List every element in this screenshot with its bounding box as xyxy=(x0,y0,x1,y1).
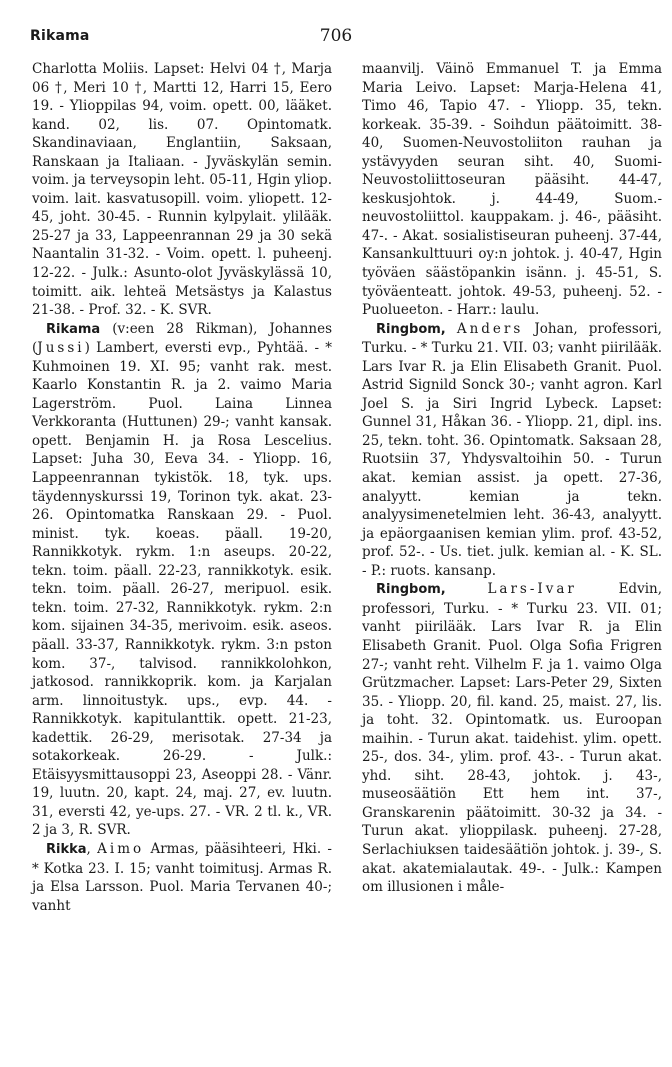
continuation-text: maanvilj. Väinö Emmanuel T. ja Emma Maria Leivo. Lapset: Marja-Helena 41, Timo 46, Tapio 47. - Yliopp. 35, tekn. korkeak. 35-39. - Soihdun päätoimitt. 38-40, Suomen-Neuvostoliiton rauhan ja ystävyyden seuran siht. 40, Suomi-Neuvostoliittoseuran pääsiht. 44-47, keskusjohtok. j. 44-49, Suom.-neuvostoliittol. kauppakam. j. 46-, pääsiht. 47-. - Akat. sosialistiseuran puheenj. 37-44, Kansankulttuuri oy:n johtok. j. 40-47, Hgin työväen säästöpankin isänn. j. 45-51, S. työväenteatt. johtok. 49-53, puheenj. 52. - Puolueeton. - Harr.: laulu. xyxy=(362,61,662,319)
entry-text: Johan, professori, Turku. - * Turku 21. VII. 03; vanht piirilääk. Lars Ivar R. ja Elin Elisabeth Granit. Puol. Astrid Signild Sonck 30-; vanht agron. Karl Joel S. ja Siri Ingrid Lybeck. Lapset: Gunnel 31, Håkan 36. - Yliopp. 21, dipl. ins. 25, tekn. toht. 36. Opintomatk. Saksaan 28, Ruotsiin 37, Yhdysvaltoihin 50. - Turun akat. kemian assist. ja opett. 27-36, analyytt. kemian ja tekn. analyysimenetelmien leht. 36-43, analyytt. ja epäorgaanisen kemian ylim. prof. 43-52, prof. 52-. - Us. tiet. julk. kemian al. - K. SL. - P.: ruots. kansanp. xyxy=(362,320,662,579)
running-head: Rikama xyxy=(30,28,90,44)
entry-ringbom-anders xyxy=(362,320,662,581)
entry-text: Edvin, professori, Turku. - * Turku 23. VII. 01; vanht piirilääk. Lars Ivar R. ja Elin Elisabeth Granit. Puol. Olga Sofia Frigren 27-; vanht reht. Vilhelm F. ja 1. vaimo Olga Grützmacher. Lapset: Lars-Peter 29, Sixten 35. - Yliopp. 20, fil. kand. 25, maist. 27, lis. ja toht. 32. Opintomatk. us. Euroopan maihin. - Turun akat. taidehist. ylim. opett. 25-, dos. 34-, ylim. prof. 43-. - Turun akat. yhd. siht. 28-43, johtok. j. 43-, museosäätiön Ett hem int. 37-, Granskarenin päätoimitt. 30-32 ja 34. - Turun akat. ylioppilask. puheenj. 27-28, Serlachiuksen taidesäätiön johtok. j. 39-, S. akat. akatemialautak. 49-. - Julk.: Kampen om illusionen i måle- xyxy=(362,581,663,896)
entry-given-name: Lars-Ivar xyxy=(487,581,577,598)
entry-rikka: Rikka, Aimo Armas, pääsihteeri, Hki. - * Kotka 23. I. 15; vanht toimitusj. Armas R. ja Elsa Larsson. Puol. Maria Tervanen 40-; vanht xyxy=(32,840,332,914)
entry-text: ) Lambert, eversti evp., Pyhtää. - * Kuhmoinen 19. XI. 95; vanht rak. mest. Kaarlo Konstantin R. ja 2. vaimo Maria Lagerström. Puol. Laina Linnea Verkkoranta (Huttunen) 29-; vanht kansak. opett. Benjamin H. ja Rosa Lescelius. Lapset: Juha 30, Eeva 34. - Yliopp. 16, Lappeenrannan tykistök. 18, tyk. ups. täydennyskurssi 19, Torinon tyk. akat. 23-26. Opintomatka Ranskaan 29. - Puol. minist. tyk. koeas. päall. 19-20, Rannikkotyk. rykm. 1:n aseups. 20-22, tekn. toim. päall. 22-23, rannikkotyk. esik. tekn. toim. päall. 26-27, meripuol. esik. tekn. toim. 27-32, Rannikkotyk. rykm. 2:n kom. sijainen 34-35, merivoim. esik. aseos. päall. 33-37, Rannikkotyk. rykm. 3:n pston kom. 37-, talvisod. rannikkolohkon, jatkosod. rannikkoprik. kom. ja Karjalan arm. linnoitustyk. ups., evp. 44. - Rannikkotyk. kapitulanttik. opett. 21-23, kadettik. 26-29, merisotak. 27-34 ja sotakorkeak. 26-29. - Julk.: Etäisyysmittausoppi 23, Aseoppi 28. - Vänr. 19, luutn. 20, kapt. 24, maj. 27, ev. luutn. 31, eversti 42, ye-ups. 27. - VR. 2 tl. k., VR. 2 ja 3, R. SVR. xyxy=(32,340,332,839)
entry-rikama xyxy=(32,320,332,840)
entry-name: Ringbom, xyxy=(376,321,446,337)
right-column xyxy=(362,60,662,897)
entry-name: Ringbom, xyxy=(376,582,446,598)
page-number: 706 xyxy=(319,26,353,46)
page-header xyxy=(30,28,642,52)
entry-text: Armas, pääsihteeri, Hki. - * Kotka 23. I. 15; vanht toimitusj. Armas R. ja Elsa Larsson. Puol. Maria Tervanen 40-; vanht xyxy=(32,840,332,914)
entry-text-pre: (v:een 28 Rikman), Johannes ( xyxy=(32,320,332,357)
entry-given-name: Aimo xyxy=(97,840,145,857)
left-column xyxy=(32,60,332,915)
continuation-text: Charlotta Moliis. Lapset: Helvi 04 †, Marja 06 †, Meri 10 †, Martti 12, Harri 15, Eero 19. - Ylioppilas 94, voim. opett. 00, lääket. kand. 02, lis. 07. Opintomatk. Skandinaviaan, Englantiin, Saksaan, Ranskaan ja Italiaan. - Jyväskylän semin. voim. ja terveysopin leht. 05-11, Hgin yliop. voim. lait. kasvatusopill. voim. yliopett. 12-45, joht. 30-45. - Runnin kylpylait. ylilääk. 25-27 ja 33, Lappeenrannan 29 ja 30 sekä Naantalin 31-32. - Voim. opett. l. puheenj. 12-22. - Julk.: Asunto-olot Jyväskylässä 10, toimitt. aik. lehteä Metsästys ja Kalastus 21-38. - Prof. 32. - K. SVR. xyxy=(32,61,332,319)
entry-ringbom-lars-ivar xyxy=(362,580,662,896)
entry-given-name: Anders xyxy=(456,320,524,337)
entry-nickname: Jussi xyxy=(37,340,85,357)
entry-name: Rikka xyxy=(46,841,87,857)
entry-name: Rikama xyxy=(46,321,101,337)
